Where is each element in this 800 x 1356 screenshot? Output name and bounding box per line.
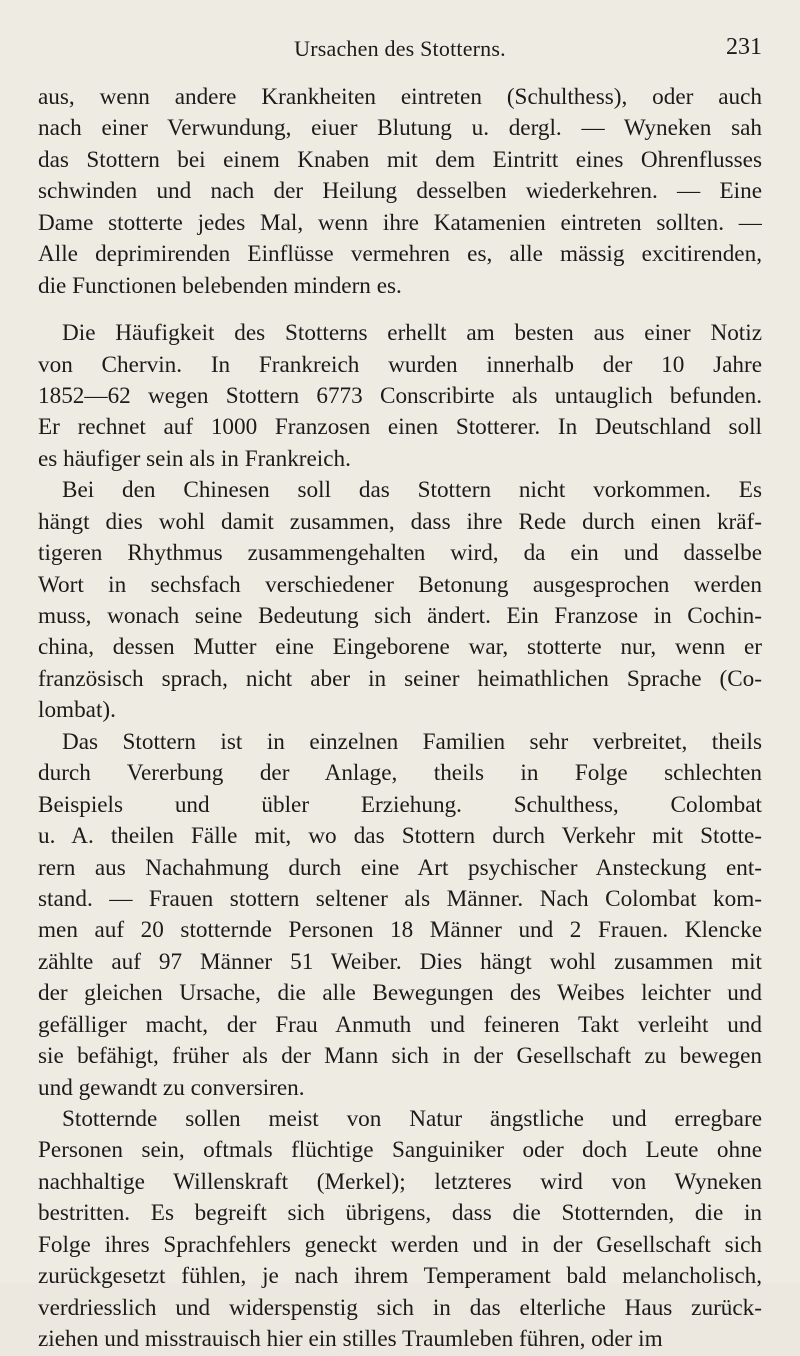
text-line: zurückgesetzt fühlen, je nach ihrem Temperament bald melancholisch, <box>38 1263 762 1290</box>
text-line: zählte auf 97 Männer 51 Weiber. Dies hängt wohl zusammen mit <box>38 948 762 975</box>
text-line: von Chervin. In Frankreich wurden innerhalb der 10 Jahre <box>38 351 762 378</box>
text-line: tigeren Rhythmus zusammengehalten wird, da ein und dasselbe <box>38 540 762 567</box>
text-line: Die Häufigkeit des Stotterns erhellt am besten aus einer Notiz <box>62 320 762 347</box>
text-line: Beispiels und übler Erziehung. Schulthess, Colombat <box>38 791 762 818</box>
running-title: Ursachen des Stotterns. <box>294 36 506 61</box>
text-line: lombat). <box>38 697 116 724</box>
text-line: durch Vererbung der Anlage, theils in Folge schlechten <box>38 760 762 787</box>
text-line: ziehen und misstrauisch hier ein stilles Traumleben führen, oder im <box>38 1326 663 1353</box>
text-line: nachhaltige Willenskraft (Merkel); letzteres wird von Wyneken <box>38 1168 762 1195</box>
text-line: muss, wonach seine Bedeutung sich ändert. Ein Franzose in Cochin- <box>38 603 762 629</box>
text-line: Das Stottern ist in einzelnen Familien sehr verbreitet, theils <box>62 728 762 755</box>
text-line: Er rechnet auf 1000 Franzosen einen Stotterer. In Deutschland soll <box>38 414 762 441</box>
text-line: das Stottern bei einem Knaben mit dem Eintritt eines Ohrenflusses <box>38 146 762 173</box>
text-line: die Functionen belebenden mindern es. <box>38 272 402 299</box>
text-line: es häufiger sein als in Frankreich. <box>38 445 351 472</box>
text-line: 1852—62 wegen Stottern 6773 Conscribirte als untauglich befunden. <box>38 382 762 409</box>
text-line: Stotternde sollen meist von Natur ängstliche und erregbare <box>62 1106 762 1132</box>
text-line: u. A. theilen Fälle mit, wo das Stottern durch Verkehr mit Stotte- <box>38 823 762 850</box>
text-line: men auf 20 stotternde Personen 18 Männer und 2 Frauen. Klencke <box>38 917 762 944</box>
text-line: nach einer Verwundung, eiuer Blutung u. dergl. — Wyneken sah <box>38 115 762 142</box>
text-line: rern aus Nachahmung durch eine Art psychischer Ansteckung ent- <box>38 854 762 881</box>
text-line: china, dessen Mutter eine Eingeborene war, stotterte nur, wenn er <box>38 634 762 661</box>
text-line: aus, wenn andere Krankheiten eintreten (Schulthess), oder auch <box>38 84 762 110</box>
text-line: und gewandt zu conversiren. <box>38 1074 305 1101</box>
text-line: Bei den Chinesen soll das Stottern nicht vorkommen. Es <box>62 477 762 504</box>
text-line: Dame stotterte jedes Mal, wenn ihre Katamenien eintreten sollten. — <box>38 209 762 236</box>
text-line: hängt dies wohl damit zusammen, dass ihre Rede durch einen kräf- <box>38 508 762 535</box>
body-text <box>38 82 762 1356</box>
page-number: 231 <box>726 34 762 60</box>
text-line: gefälliger macht, der Frau Anmuth und feineren Takt verleiht und <box>38 1011 762 1038</box>
text-line: der gleichen Ursache, die alle Bewegungen des Weibes leichter und <box>38 980 762 1007</box>
running-header <box>38 34 762 68</box>
text-line: sie befähigt, früher als der Mann sich in der Gesellschaft zu bewegen <box>38 1043 762 1070</box>
text-line: verdriesslich und widerspenstig sich in das elterliche Haus zurück- <box>38 1294 762 1321</box>
text-line: Personen sein, oftmals flüchtige Sanguiniker oder doch Leute ohne <box>38 1137 762 1164</box>
text-line: schwinden und nach der Heilung desselben wiederkehren. — Eine <box>38 178 762 205</box>
text-line: Wort in sechsfach verschiedener Betonung ausgesprochen werden <box>38 571 762 598</box>
text-line: Alle deprimirenden Einflüsse vermehren es, alle mässig excitirenden, <box>38 241 762 268</box>
text-line: stand. — Frauen stottern seltener als Männer. Nach Colombat kom- <box>38 885 762 912</box>
text-line: Folge ihres Sprachfehlers geneckt werden und in der Gesellschaft sich <box>38 1231 762 1258</box>
text-line: französisch sprach, nicht aber in seiner heimathlichen Sprache (Co- <box>38 665 762 692</box>
text-line: bestritten. Es begreift sich übrigens, dass die Stotternden, die in <box>38 1200 762 1227</box>
